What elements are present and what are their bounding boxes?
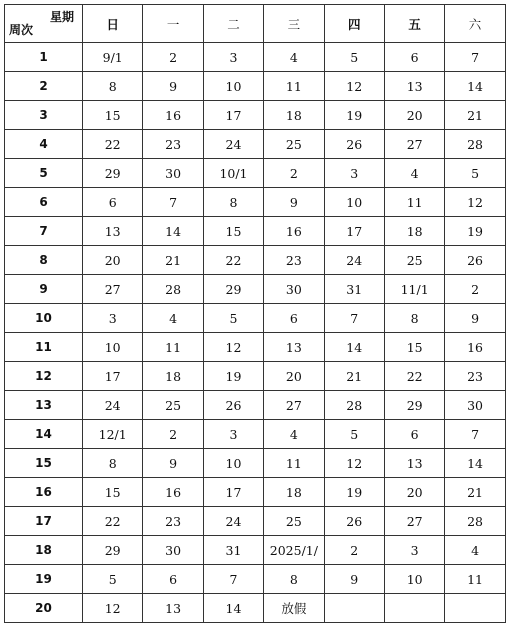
semester-calendar-table bbox=[4, 4, 506, 623]
day-cell: 26 bbox=[445, 246, 505, 275]
day-cell: 22 bbox=[384, 362, 444, 391]
day-cell: 14 bbox=[324, 333, 384, 362]
week-row bbox=[5, 333, 506, 362]
day-cell: 31 bbox=[324, 275, 384, 304]
day-cell: 5 bbox=[83, 565, 143, 594]
day-cell: 9 bbox=[143, 72, 203, 101]
day-cell: 17 bbox=[83, 362, 143, 391]
day-cell: 6 bbox=[384, 43, 444, 72]
day-cell: 24 bbox=[83, 391, 143, 420]
day-cell: 5 bbox=[324, 420, 384, 449]
header-thursday: 四 bbox=[324, 5, 384, 43]
week-number-cell: 1 bbox=[5, 43, 83, 72]
week-number-cell: 4 bbox=[5, 130, 83, 159]
day-cell bbox=[324, 594, 384, 623]
day-cell: 22 bbox=[83, 130, 143, 159]
day-cell: 19 bbox=[324, 101, 384, 130]
week-number-cell: 10 bbox=[5, 304, 83, 333]
day-cell: 30 bbox=[445, 391, 505, 420]
day-cell: 28 bbox=[445, 507, 505, 536]
day-cell: 12 bbox=[324, 449, 384, 478]
day-cell: 6 bbox=[264, 304, 324, 333]
day-cell: 27 bbox=[384, 507, 444, 536]
day-cell: 18 bbox=[143, 362, 203, 391]
day-cell: 30 bbox=[143, 536, 203, 565]
day-cell: 14 bbox=[143, 217, 203, 246]
day-cell: 21 bbox=[324, 362, 384, 391]
week-row bbox=[5, 72, 506, 101]
day-cell: 19 bbox=[445, 217, 505, 246]
day-cell: 16 bbox=[445, 333, 505, 362]
day-cell: 6 bbox=[384, 420, 444, 449]
day-cell: 4 bbox=[264, 420, 324, 449]
day-cell: 10 bbox=[384, 565, 444, 594]
day-cell: 20 bbox=[264, 362, 324, 391]
day-cell: 23 bbox=[143, 507, 203, 536]
day-cell: 25 bbox=[264, 507, 324, 536]
day-cell: 18 bbox=[264, 478, 324, 507]
week-number-cell: 19 bbox=[5, 565, 83, 594]
day-cell: 7 bbox=[445, 43, 505, 72]
day-cell: 29 bbox=[203, 275, 263, 304]
day-cell: 5 bbox=[445, 159, 505, 188]
day-cell: 16 bbox=[264, 217, 324, 246]
day-cell: 20 bbox=[384, 478, 444, 507]
day-cell: 16 bbox=[143, 478, 203, 507]
week-number-cell: 6 bbox=[5, 188, 83, 217]
day-cell: 19 bbox=[203, 362, 263, 391]
week-number-cell: 20 bbox=[5, 594, 83, 623]
day-cell: 7 bbox=[143, 188, 203, 217]
day-cell: 12 bbox=[445, 188, 505, 217]
header-monday: 一 bbox=[143, 5, 203, 43]
corner-header-cell bbox=[5, 5, 83, 43]
day-cell: 10 bbox=[203, 449, 263, 478]
day-cell: 8 bbox=[83, 449, 143, 478]
day-cell: 2 bbox=[143, 420, 203, 449]
week-row bbox=[5, 536, 506, 565]
day-cell: 20 bbox=[384, 101, 444, 130]
day-cell: 17 bbox=[203, 478, 263, 507]
day-cell: 11 bbox=[264, 449, 324, 478]
day-cell: 7 bbox=[445, 420, 505, 449]
day-cell: 28 bbox=[143, 275, 203, 304]
day-cell: 22 bbox=[203, 246, 263, 275]
day-cell: 4 bbox=[143, 304, 203, 333]
day-cell: 31 bbox=[203, 536, 263, 565]
day-cell: 8 bbox=[384, 304, 444, 333]
week-number-cell: 14 bbox=[5, 420, 83, 449]
day-cell: 3 bbox=[384, 536, 444, 565]
week-row bbox=[5, 217, 506, 246]
header-saturday: 六 bbox=[445, 5, 505, 43]
week-row bbox=[5, 507, 506, 536]
day-cell: 26 bbox=[203, 391, 263, 420]
day-cell: 9/1 bbox=[83, 43, 143, 72]
day-cell: 25 bbox=[143, 391, 203, 420]
day-cell: 2 bbox=[264, 159, 324, 188]
day-cell: 13 bbox=[83, 217, 143, 246]
day-cell: 15 bbox=[203, 217, 263, 246]
day-cell: 11 bbox=[264, 72, 324, 101]
week-row bbox=[5, 594, 506, 623]
week-row bbox=[5, 420, 506, 449]
week-row bbox=[5, 391, 506, 420]
week-number-cell: 11 bbox=[5, 333, 83, 362]
header-row bbox=[5, 5, 506, 43]
day-cell: 9 bbox=[264, 188, 324, 217]
week-row bbox=[5, 130, 506, 159]
week-number-cell: 12 bbox=[5, 362, 83, 391]
day-cell: 30 bbox=[264, 275, 324, 304]
week-number-cell: 2 bbox=[5, 72, 83, 101]
day-cell: 15 bbox=[384, 333, 444, 362]
day-cell: 21 bbox=[445, 101, 505, 130]
day-cell: 4 bbox=[445, 536, 505, 565]
day-cell: 26 bbox=[324, 130, 384, 159]
day-cell: 25 bbox=[264, 130, 324, 159]
day-cell: 13 bbox=[384, 449, 444, 478]
day-cell: 18 bbox=[384, 217, 444, 246]
day-cell: 27 bbox=[83, 275, 143, 304]
week-number-cell: 18 bbox=[5, 536, 83, 565]
day-cell: 30 bbox=[143, 159, 203, 188]
day-cell: 6 bbox=[143, 565, 203, 594]
day-cell: 29 bbox=[384, 391, 444, 420]
day-cell: 23 bbox=[445, 362, 505, 391]
week-row bbox=[5, 565, 506, 594]
week-row bbox=[5, 304, 506, 333]
day-cell: 10 bbox=[324, 188, 384, 217]
week-number-cell: 15 bbox=[5, 449, 83, 478]
day-cell: 11 bbox=[384, 188, 444, 217]
week-row bbox=[5, 159, 506, 188]
day-cell: 13 bbox=[143, 594, 203, 623]
day-cell: 28 bbox=[324, 391, 384, 420]
week-axis-label: 周次 bbox=[9, 23, 34, 37]
week-row bbox=[5, 101, 506, 130]
day-cell: 22 bbox=[83, 507, 143, 536]
day-cell: 14 bbox=[445, 72, 505, 101]
day-cell: 26 bbox=[324, 507, 384, 536]
day-cell: 8 bbox=[203, 188, 263, 217]
day-cell: 17 bbox=[324, 217, 384, 246]
day-cell: 6 bbox=[83, 188, 143, 217]
day-cell: 23 bbox=[264, 246, 324, 275]
day-cell: 29 bbox=[83, 159, 143, 188]
day-cell: 9 bbox=[445, 304, 505, 333]
week-number-cell: 5 bbox=[5, 159, 83, 188]
day-cell: 15 bbox=[83, 478, 143, 507]
calendar-header bbox=[5, 5, 506, 43]
day-cell: 15 bbox=[83, 101, 143, 130]
day-cell: 10/1 bbox=[203, 159, 263, 188]
day-cell: 24 bbox=[324, 246, 384, 275]
day-cell: 2 bbox=[143, 43, 203, 72]
week-number-cell: 16 bbox=[5, 478, 83, 507]
day-cell: 19 bbox=[324, 478, 384, 507]
day-cell: 14 bbox=[203, 594, 263, 623]
day-cell: 17 bbox=[203, 101, 263, 130]
day-cell: 28 bbox=[445, 130, 505, 159]
header-friday: 五 bbox=[384, 5, 444, 43]
day-cell: 16 bbox=[143, 101, 203, 130]
day-cell: 7 bbox=[203, 565, 263, 594]
week-row bbox=[5, 188, 506, 217]
week-number-cell: 7 bbox=[5, 217, 83, 246]
day-cell: 5 bbox=[203, 304, 263, 333]
day-cell: 21 bbox=[445, 478, 505, 507]
day-cell: 11 bbox=[445, 565, 505, 594]
day-cell: 2 bbox=[445, 275, 505, 304]
day-cell: 3 bbox=[83, 304, 143, 333]
day-cell: 8 bbox=[83, 72, 143, 101]
day-cell: 3 bbox=[203, 43, 263, 72]
weekday-axis-label: 星期 bbox=[49, 10, 74, 24]
day-cell: 9 bbox=[143, 449, 203, 478]
day-cell: 27 bbox=[264, 391, 324, 420]
week-row bbox=[5, 43, 506, 72]
day-cell bbox=[384, 594, 444, 623]
day-cell: 12 bbox=[83, 594, 143, 623]
day-cell bbox=[445, 594, 505, 623]
week-number-cell: 17 bbox=[5, 507, 83, 536]
day-cell: 13 bbox=[264, 333, 324, 362]
week-row bbox=[5, 362, 506, 391]
day-cell: 24 bbox=[203, 507, 263, 536]
day-cell: 21 bbox=[143, 246, 203, 275]
day-cell: 25 bbox=[384, 246, 444, 275]
day-cell: 3 bbox=[203, 420, 263, 449]
day-cell: 23 bbox=[143, 130, 203, 159]
day-cell: 3 bbox=[324, 159, 384, 188]
day-cell: 12 bbox=[324, 72, 384, 101]
day-cell: 4 bbox=[264, 43, 324, 72]
day-cell: 13 bbox=[384, 72, 444, 101]
week-row bbox=[5, 275, 506, 304]
calendar-body bbox=[5, 43, 506, 623]
day-cell: 29 bbox=[83, 536, 143, 565]
day-cell: 14 bbox=[445, 449, 505, 478]
day-cell: 24 bbox=[203, 130, 263, 159]
week-row bbox=[5, 246, 506, 275]
week-row bbox=[5, 478, 506, 507]
day-cell: 2 bbox=[324, 536, 384, 565]
header-tuesday: 二 bbox=[203, 5, 263, 43]
week-number-cell: 3 bbox=[5, 101, 83, 130]
day-cell: 放假 bbox=[264, 594, 324, 623]
day-cell: 5 bbox=[324, 43, 384, 72]
day-cell: 11/1 bbox=[384, 275, 444, 304]
week-row bbox=[5, 449, 506, 478]
day-cell: 12/1 bbox=[83, 420, 143, 449]
header-wednesday: 三 bbox=[264, 5, 324, 43]
week-number-cell: 13 bbox=[5, 391, 83, 420]
day-cell: 18 bbox=[264, 101, 324, 130]
day-cell: 10 bbox=[203, 72, 263, 101]
day-cell: 2025/1/ bbox=[264, 536, 324, 565]
day-cell: 12 bbox=[203, 333, 263, 362]
day-cell: 4 bbox=[384, 159, 444, 188]
week-number-cell: 9 bbox=[5, 275, 83, 304]
day-cell: 8 bbox=[264, 565, 324, 594]
day-cell: 20 bbox=[83, 246, 143, 275]
day-cell: 10 bbox=[83, 333, 143, 362]
day-cell: 27 bbox=[384, 130, 444, 159]
header-sunday: 日 bbox=[83, 5, 143, 43]
day-cell: 9 bbox=[324, 565, 384, 594]
day-cell: 11 bbox=[143, 333, 203, 362]
day-cell: 7 bbox=[324, 304, 384, 333]
week-number-cell: 8 bbox=[5, 246, 83, 275]
